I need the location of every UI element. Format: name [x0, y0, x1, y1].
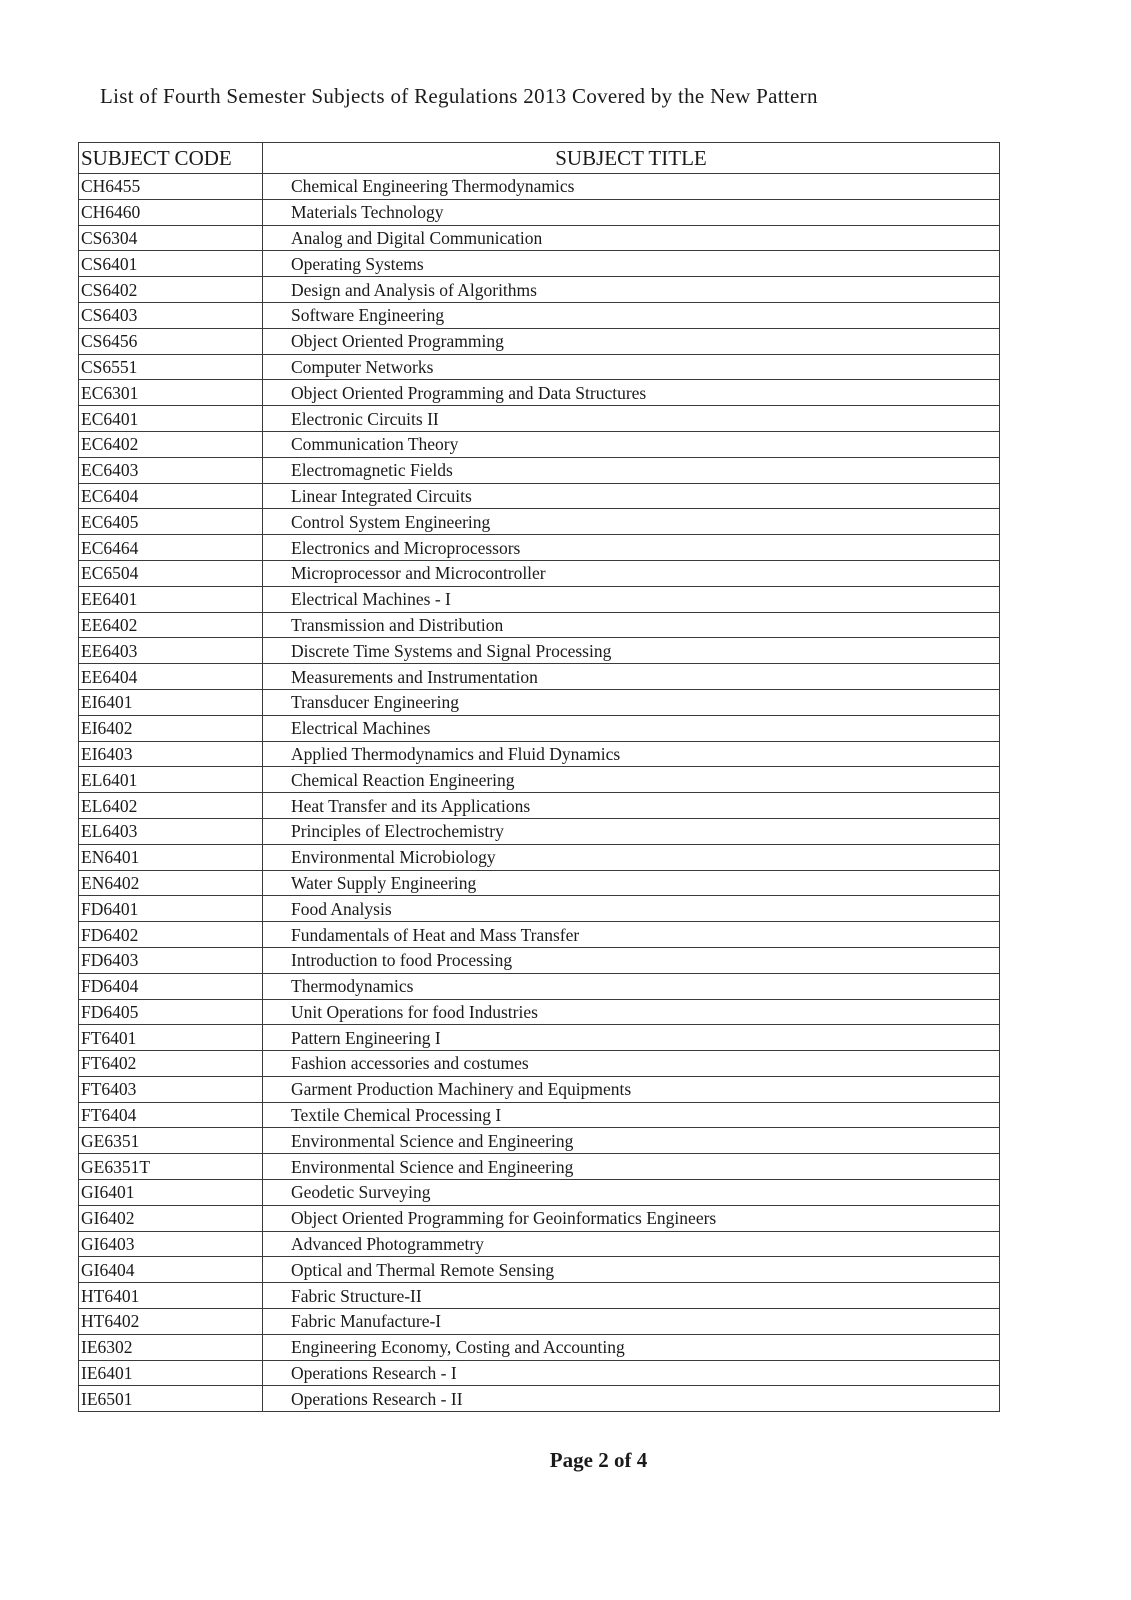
- table-row: [79, 793, 1000, 819]
- subject-title-cell: Garment Production Machinery and Equipments: [263, 1076, 1000, 1102]
- subject-title-cell: Transmission and Distribution: [263, 612, 1000, 638]
- subject-code-cell: EC6301: [79, 380, 263, 406]
- table-row: [79, 1283, 1000, 1309]
- table-row: [79, 586, 1000, 612]
- subject-title-cell: Electrical Machines: [263, 715, 1000, 741]
- subject-code-cell: CS6401: [79, 251, 263, 277]
- subject-code-cell: CS6551: [79, 354, 263, 380]
- subject-title-cell: Fundamentals of Heat and Mass Transfer: [263, 922, 1000, 948]
- subject-title-cell: Fashion accessories and costumes: [263, 1051, 1000, 1077]
- subject-code-cell: FT6403: [79, 1076, 263, 1102]
- table-row: [79, 406, 1000, 432]
- subject-title-cell: Microprocessor and Microcontroller: [263, 560, 1000, 586]
- subject-title-cell: Computer Networks: [263, 354, 1000, 380]
- subject-code-cell: EE6404: [79, 664, 263, 690]
- subject-code-cell: EE6402: [79, 612, 263, 638]
- table-row: [79, 612, 1000, 638]
- subject-title-cell: Materials Technology: [263, 199, 1000, 225]
- subject-code-cell: FD6401: [79, 896, 263, 922]
- table-row: [79, 1231, 1000, 1257]
- subject-title-cell: Object Oriented Programming for Geoinformatics Engineers: [263, 1205, 1000, 1231]
- subject-code-cell: HT6402: [79, 1309, 263, 1335]
- table-row: [79, 1154, 1000, 1180]
- subject-title-cell: Operations Research - I: [263, 1360, 1000, 1386]
- table-row: [79, 509, 1000, 535]
- subject-title-cell: Electronic Circuits II: [263, 406, 1000, 432]
- subject-code-cell: EC6402: [79, 431, 263, 457]
- subject-code-cell: EC6464: [79, 535, 263, 561]
- table-row: [79, 1180, 1000, 1206]
- subject-code-cell: EL6403: [79, 818, 263, 844]
- table-row: [79, 251, 1000, 277]
- subject-code-cell: GE6351: [79, 1128, 263, 1154]
- subject-code-cell: IE6302: [79, 1334, 263, 1360]
- subject-code-cell: CS6304: [79, 225, 263, 251]
- table-row: [79, 483, 1000, 509]
- subject-code-cell: FD6403: [79, 947, 263, 973]
- subject-code-cell: EC6401: [79, 406, 263, 432]
- subject-code-cell: EI6401: [79, 689, 263, 715]
- subject-title-cell: Environmental Microbiology: [263, 844, 1000, 870]
- subject-title-cell: Chemical Engineering Thermodynamics: [263, 174, 1000, 200]
- subject-title-cell: Operations Research - II: [263, 1386, 1000, 1412]
- subject-title-cell: Control System Engineering: [263, 509, 1000, 535]
- subject-code-cell: CS6403: [79, 302, 263, 328]
- table-row: [79, 664, 1000, 690]
- table-row: [79, 1257, 1000, 1283]
- subject-code-cell: EC6403: [79, 457, 263, 483]
- subject-code-cell: CH6455: [79, 174, 263, 200]
- table-row: [79, 560, 1000, 586]
- subject-title-cell: Applied Thermodynamics and Fluid Dynamics: [263, 741, 1000, 767]
- subject-title-cell: Discrete Time Systems and Signal Processing: [263, 638, 1000, 664]
- subject-title-cell: Environmental Science and Engineering: [263, 1154, 1000, 1180]
- subject-code-cell: EC6504: [79, 560, 263, 586]
- subject-title-cell: Heat Transfer and its Applications: [263, 793, 1000, 819]
- table-row: [79, 638, 1000, 664]
- subject-title-cell: Communication Theory: [263, 431, 1000, 457]
- subject-title-cell: Principles of Electrochemistry: [263, 818, 1000, 844]
- subject-title-header: SUBJECT TITLE: [263, 143, 1000, 174]
- table-body: [79, 174, 1000, 1412]
- table-row: [79, 1309, 1000, 1335]
- subject-title-cell: Electromagnetic Fields: [263, 457, 1000, 483]
- subject-code-cell: EI6402: [79, 715, 263, 741]
- subject-title-cell: Electronics and Microprocessors: [263, 535, 1000, 561]
- subject-title-cell: Measurements and Instrumentation: [263, 664, 1000, 690]
- subject-code-cell: IE6401: [79, 1360, 263, 1386]
- page-number: Page 2 of 4: [549, 1448, 648, 1472]
- table-row: [79, 922, 1000, 948]
- table-row: [79, 947, 1000, 973]
- subject-code-cell: EC6404: [79, 483, 263, 509]
- subject-title-cell: Design and Analysis of Algorithms: [263, 277, 1000, 303]
- subject-title-cell: Optical and Thermal Remote Sensing: [263, 1257, 1000, 1283]
- table-row: [79, 870, 1000, 896]
- subject-title-cell: Software Engineering: [263, 302, 1000, 328]
- subject-title-cell: Fabric Structure-II: [263, 1283, 1000, 1309]
- table-row: [79, 896, 1000, 922]
- table-row: [79, 354, 1000, 380]
- subject-title-cell: Advanced Photogrammetry: [263, 1231, 1000, 1257]
- table-row: [79, 973, 1000, 999]
- table-row: [79, 767, 1000, 793]
- subject-title-cell: Pattern Engineering I: [263, 1025, 1000, 1051]
- table-row: [79, 431, 1000, 457]
- subject-code-cell: EL6401: [79, 767, 263, 793]
- table-row: [79, 277, 1000, 303]
- table-row: [79, 380, 1000, 406]
- subject-code-cell: GI6401: [79, 1180, 263, 1206]
- subject-code-cell: FT6404: [79, 1102, 263, 1128]
- subject-code-cell: GI6402: [79, 1205, 263, 1231]
- table-row: [79, 535, 1000, 561]
- table-row: [79, 818, 1000, 844]
- subject-code-cell: GI6404: [79, 1257, 263, 1283]
- subject-code-cell: EN6401: [79, 844, 263, 870]
- table-row: [79, 715, 1000, 741]
- subject-title-cell: Chemical Reaction Engineering: [263, 767, 1000, 793]
- table-row: [79, 999, 1000, 1025]
- subject-title-cell: Linear Integrated Circuits: [263, 483, 1000, 509]
- table-row: [79, 741, 1000, 767]
- table-header-row: [79, 143, 1000, 174]
- subject-table: [78, 142, 1000, 1412]
- subject-code-cell: FT6401: [79, 1025, 263, 1051]
- table-row: [79, 1051, 1000, 1077]
- subject-title-cell: Object Oriented Programming: [263, 328, 1000, 354]
- table-row: [79, 1205, 1000, 1231]
- subject-title-cell: Food Analysis: [263, 896, 1000, 922]
- table-row: [79, 199, 1000, 225]
- subject-title-cell: Transducer Engineering: [263, 689, 1000, 715]
- subject-title-cell: Electrical Machines - I: [263, 586, 1000, 612]
- subject-code-cell: EN6402: [79, 870, 263, 896]
- subject-code-cell: EC6405: [79, 509, 263, 535]
- subject-code-cell: FD6402: [79, 922, 263, 948]
- subject-title-cell: Object Oriented Programming and Data Structures: [263, 380, 1000, 406]
- subject-title-cell: Geodetic Surveying: [263, 1180, 1000, 1206]
- subject-code-cell: GE6351T: [79, 1154, 263, 1180]
- table-row: [79, 1386, 1000, 1412]
- subject-title-cell: Water Supply Engineering: [263, 870, 1000, 896]
- subject-code-cell: CS6402: [79, 277, 263, 303]
- subject-code-cell: EE6403: [79, 638, 263, 664]
- table-row: [79, 1025, 1000, 1051]
- subject-code-cell: EL6402: [79, 793, 263, 819]
- subject-title-cell: Analog and Digital Communication: [263, 225, 1000, 251]
- table-row: [79, 844, 1000, 870]
- subject-title-cell: Fabric Manufacture-I: [263, 1309, 1000, 1335]
- subject-title-cell: Unit Operations for food Industries: [263, 999, 1000, 1025]
- table-row: [79, 328, 1000, 354]
- subject-code-cell: FD6405: [79, 999, 263, 1025]
- table-row: [79, 1360, 1000, 1386]
- page-title: List of Fourth Semester Subjects of Regulations 2013 Covered by the New Pattern: [100, 84, 818, 108]
- table-row: [79, 302, 1000, 328]
- subject-code-cell: FD6404: [79, 973, 263, 999]
- subject-code-header: SUBJECT CODE: [79, 143, 263, 174]
- table-row: [79, 1102, 1000, 1128]
- table-row: [79, 225, 1000, 251]
- subject-code-cell: FT6402: [79, 1051, 263, 1077]
- table-row: [79, 457, 1000, 483]
- subject-title-cell: Engineering Economy, Costing and Accounting: [263, 1334, 1000, 1360]
- subject-title-cell: Textile Chemical Processing I: [263, 1102, 1000, 1128]
- subject-code-cell: IE6501: [79, 1386, 263, 1412]
- subject-code-cell: EI6403: [79, 741, 263, 767]
- subject-title-cell: Operating Systems: [263, 251, 1000, 277]
- table-row: [79, 174, 1000, 200]
- table-row: [79, 1076, 1000, 1102]
- subject-title-cell: Environmental Science and Engineering: [263, 1128, 1000, 1154]
- subject-code-cell: GI6403: [79, 1231, 263, 1257]
- subject-code-cell: CH6460: [79, 199, 263, 225]
- table-row: [79, 1128, 1000, 1154]
- table-row: [79, 689, 1000, 715]
- subject-title-cell: Thermodynamics: [263, 973, 1000, 999]
- subject-code-cell: HT6401: [79, 1283, 263, 1309]
- subject-code-cell: EE6401: [79, 586, 263, 612]
- subject-title-cell: Introduction to food Processing: [263, 947, 1000, 973]
- subject-code-cell: CS6456: [79, 328, 263, 354]
- table-row: [79, 1334, 1000, 1360]
